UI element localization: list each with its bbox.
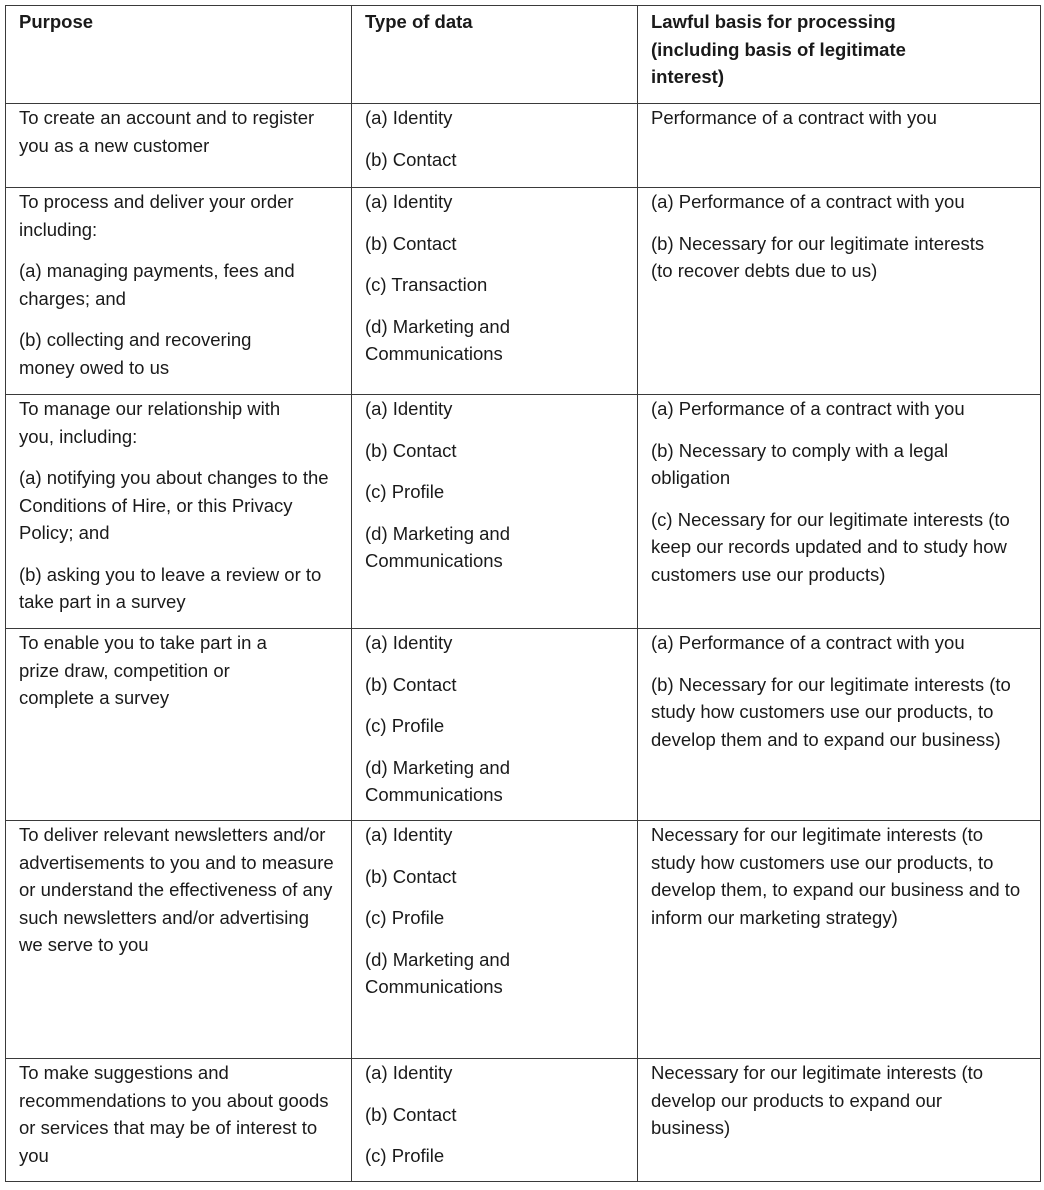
data-type-item: (b) Contact — [365, 865, 457, 887]
purpose-text: To create an account and to register you as a new customer — [19, 107, 315, 156]
data-type-item: (a) Identity — [365, 191, 453, 212]
data-types-cell — [352, 104, 638, 188]
data-type-item: (b) Contact — [365, 439, 457, 461]
purpose-text: To make suggestions and recommendations to you about goods or services that may be of interest to you — [19, 1062, 329, 1166]
data-types-cell — [352, 629, 638, 821]
table-row — [6, 395, 1041, 629]
purpose-text: To deliver relevant newsletters and/or advertisements to you and to measure or understand the effectiveness of any such newsletters and/or advertising we serve to you — [19, 824, 334, 955]
data-type-item: (c) Profile — [365, 907, 445, 928]
table-row — [6, 188, 1041, 395]
purpose-text: To enable you to take part in a prize draw, competition or complete a survey — [19, 632, 267, 708]
lawful-basis-cell — [638, 104, 1041, 188]
data-type-item: (a) Identity — [365, 824, 453, 845]
data-type-item: (c) Transaction — [365, 274, 488, 295]
data-type-item: (b) Contact — [365, 232, 457, 254]
lawful-basis-table — [5, 5, 1041, 1182]
table-row — [6, 629, 1041, 821]
data-type-item: (c) Profile — [365, 715, 445, 736]
purpose-cell — [6, 629, 352, 821]
table-header-row — [6, 6, 1041, 104]
data-types-cell — [352, 188, 638, 395]
data-type-item: (a) Identity — [365, 1062, 453, 1083]
data-type-item: (d) Marketing and Communications — [365, 522, 510, 571]
purpose-text: (a) managing payments, fees and charges; and — [19, 260, 295, 309]
lawful-basis-text: (c) Necessary for our legitimate interests (to keep our records updated and to study how customers use our products) — [651, 508, 1010, 585]
lawful-basis-text: (b) Necessary for our legitimate interests (to study how customers use our products, to develop them and to expand our business) — [651, 673, 1011, 750]
lawful-basis-text: (a) Performance of a contract with you — [651, 191, 965, 212]
data-types-cell — [352, 1059, 638, 1182]
purpose-cell — [6, 104, 352, 188]
purpose-text: To process and deliver your order including: — [19, 191, 294, 240]
purpose-text: (a) notifying you about changes to the Conditions of Hire, or this Privacy Policy; and — [19, 467, 329, 543]
data-type-item: (a) Identity — [365, 107, 453, 128]
header-lawful-basis-text: Lawful basis for processing (including basis of legitimate interest) — [651, 11, 906, 87]
lawful-basis-cell — [638, 629, 1041, 821]
table-row — [6, 104, 1041, 188]
lawful-basis-text: (b) Necessary to comply with a legal obligation — [651, 439, 949, 488]
purpose-cell — [6, 188, 352, 395]
data-type-item: (c) Profile — [365, 1145, 445, 1166]
data-type-item: (a) Identity — [365, 398, 453, 419]
lawful-basis-text: (b) Necessary for our legitimate interests (to recover debts due to us) — [651, 232, 985, 281]
data-types-cell — [352, 821, 638, 1059]
purpose-text: To manage our relationship with you, including: — [19, 398, 281, 447]
lawful-basis-cell — [638, 821, 1041, 1059]
data-type-item: (b) Contact — [365, 673, 457, 695]
table-row — [6, 821, 1041, 1059]
data-types-cell — [352, 395, 638, 629]
lawful-basis-cell — [638, 1059, 1041, 1182]
lawful-basis-text: Necessary for our legitimate interests (to develop our products to expand our business) — [651, 1062, 984, 1138]
table-row — [6, 1059, 1041, 1182]
header-type-of-data: Type of data — [352, 6, 638, 104]
purpose-cell — [6, 821, 352, 1059]
lawful-basis-text: Performance of a contract with you — [651, 107, 937, 128]
data-type-item: (a) Identity — [365, 632, 453, 653]
data-type-item: (b) Contact — [365, 1103, 457, 1125]
data-type-item: (c) Profile — [365, 481, 445, 502]
purpose-text: (b) collecting and recovering money owed to us — [19, 329, 252, 378]
data-type-item: (b) Contact — [365, 148, 457, 170]
header-purpose: Purpose — [6, 6, 352, 104]
data-type-item: (d) Marketing and Communications — [365, 756, 510, 805]
data-type-item: (d) Marketing and Communications — [365, 315, 510, 364]
purpose-cell — [6, 1059, 352, 1182]
purpose-cell — [6, 395, 352, 629]
lawful-basis-text: Necessary for our legitimate interests (to study how customers use our products, to develop them, to expand our business and to inform our marketing strategy) — [651, 824, 1021, 928]
header-lawful-basis — [638, 6, 1041, 104]
lawful-basis-text: (a) Performance of a contract with you — [651, 632, 965, 653]
lawful-basis-cell — [638, 395, 1041, 629]
lawful-basis-text: (a) Performance of a contract with you — [651, 398, 965, 419]
purpose-text: (b) asking you to leave a review or to take part in a survey — [19, 563, 322, 612]
lawful-basis-cell — [638, 188, 1041, 395]
data-type-item: (d) Marketing and Communications — [365, 948, 510, 997]
